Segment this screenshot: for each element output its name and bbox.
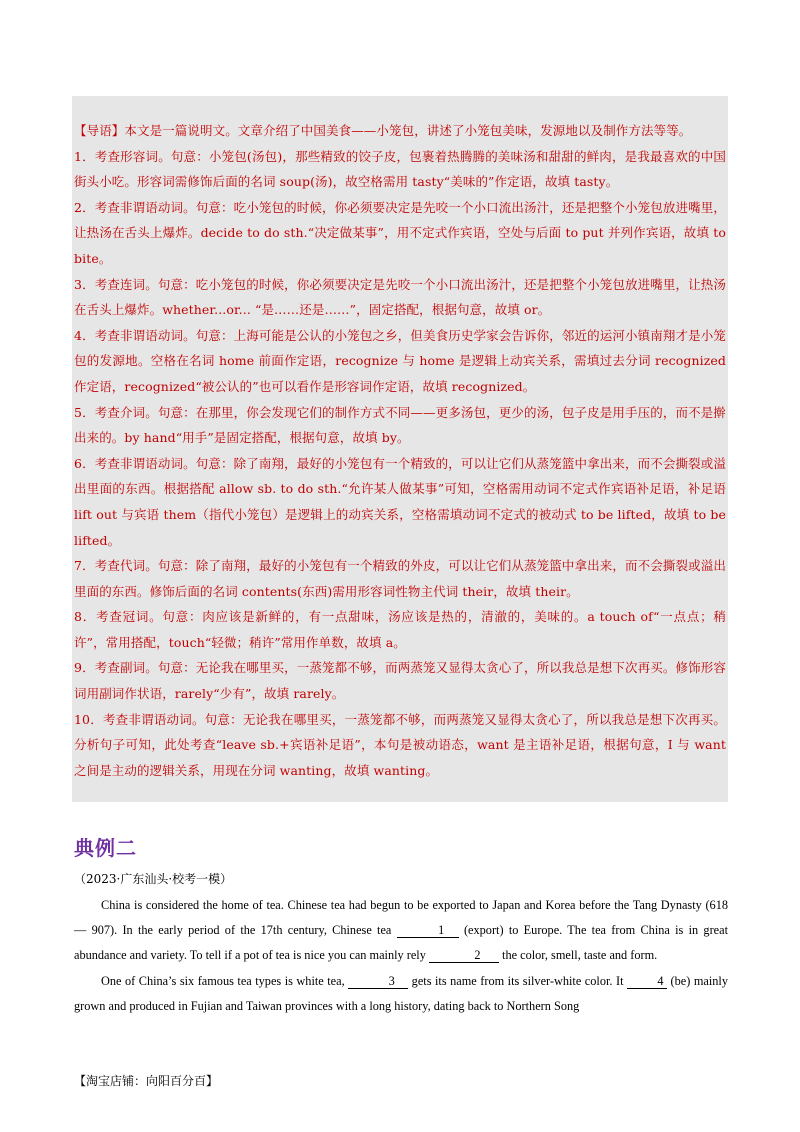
explanation-item-6: 6．考查非谓语动词。句意：除了南翔，最好的小笼包有一个精致的，可以让它们从蒸笼篮中拿出来，而不会撕裂或溢出里面的东西。根据搭配 allow sb. to do sth.“允许某人做某事”可知，空格需用动词不定式作宾语补足语，补足语 lift out 与宾语 them（指代小笼包）是逻辑上的动宾关系，空格需填动词不定式的被动式 to be lifted，故填 to be lifted。 xyxy=(74,455,726,548)
explanation-item-9: 9．考查副词。句意：无论我在哪里买，一蒸笼都不够，而两蒸笼又显得太贪心了，所以我总是想下次再买。修饰形容词用副词作状语，rarely“少有”，故填 rarely。 xyxy=(74,660,726,702)
passage-text: gets its name from its silver-white color. It xyxy=(408,973,627,988)
passage-text: One of China’s six famous tea types is white tea, xyxy=(101,973,349,988)
blank-3[interactable]: 3 xyxy=(348,974,408,989)
passage-text: (export) to Europe. The tea from China is in great abundance and variety. To tell if a pot of tea is nice you can mainly rely xyxy=(74,923,728,963)
blank-2[interactable]: 2 xyxy=(429,948,499,963)
passage-text: China is considered the home of tea. Chinese tea had begun to be exported to Japan and Korea before the Tang Dynasty (618 — 907). In the early period of the 17th century, Chinese tea xyxy=(74,898,728,938)
answer-explanation-text xyxy=(74,118,726,783)
passage-paragraph-1 xyxy=(74,893,728,969)
explanation-item-3: 3．考查连词。句意：吃小笼包的时候，你必须要决定是先咬一个小口流出汤汁，还是把整个小笼包放进嘴里，让热汤在舌头上爆炸。whether...or... “是……还是……”，固定搭配，根据句意，故填 or。 xyxy=(74,276,726,318)
passage-text: (be) mainly grown and produced in Fujian and Taiwan provinces with a long history, dating back to Northern Song xyxy=(74,973,728,1013)
blank-4[interactable]: 4 xyxy=(627,974,667,989)
intro-paragraph: 【导语】本文是一篇说明文。文章介绍了中国美食——小笼包，讲述了小笼包美味，发源地以及制作方法等等。 xyxy=(74,123,692,138)
explanation-item-8: 8．考查冠词。句意：肉应该是新鲜的，有一点甜味，汤应该是热的，清澈的，美味的。a touch of“一点点；稍许”，常用搭配，touch“轻微；稍许”常用作单数，故填 a。 xyxy=(74,609,726,650)
blank-1[interactable]: 1 xyxy=(397,923,459,938)
explanation-item-5: 5．考查介词。句意：在那里，你会发现它们的制作方式不同——更多汤包，更少的汤，包子皮是用手压的，而不是擀出来的。by hand“用手”是固定搭配，根据句意，故填 by。 xyxy=(74,404,726,446)
explanation-item-1: 1．考查形容词。句意：小笼包(汤包)，那些精致的饺子皮，包裹着热腾腾的美味汤和甜甜的鲜肉，是我最喜欢的中国街头小吃。形容词需修饰后面的名词 soup(汤)，故空格需用 tasty“美味的”作定语，故填 tasty。 xyxy=(74,148,726,190)
footer-shop-label: 【淘宝店铺：向阳百分百】 xyxy=(74,1074,219,1088)
section-title: 典例二 xyxy=(74,836,137,860)
explanation-item-2: 2．考查非谓语动词。句意：吃小笼包的时候，你必须要决定是先咬一个小口流出汤汁，还是把整个小笼包放进嘴里，让热汤在舌头上爆炸。decide to do sth.“决定做某事”，用不定式作宾语，空处与后面 to put 并列作宾语，故填 to bite。 xyxy=(74,199,726,266)
reading-passage xyxy=(74,893,728,1019)
passage-paragraph-2 xyxy=(74,969,728,1019)
explanation-item-7: 7．考查代词。句意：除了南翔，最好的小笼包有一个精致的外皮，可以让它们从蒸笼篮中拿出来，而不会撕裂或溢出里面的东西。修饰后面的名词 contents(东西)需用形容词性物主代词 their，故填 their。 xyxy=(74,558,726,599)
explanation-item-10: 10．考查非谓语动词。句意：无论我在哪里买，一蒸笼都不够，而两蒸笼又显得太贪心了，所以我总是想下次再买。分析句子可知，此处考查“leave sb.+宾语补足语”，本句是被动语态，want 是主语补足语，根据句意，I 与 want 之间是主动的逻辑关系，用现在分词 wanting，故填 wanting。 xyxy=(74,711,726,778)
passage-text: the color, smell, taste and form. xyxy=(498,948,658,963)
exam-source: （2023·广东汕头·校考一模） xyxy=(74,872,233,886)
explanation-item-4: 4．考查非谓语动词。句意：上海可能是公认的小笼包之乡，但美食历史学家会告诉你，邻近的运河小镇南翔才是小笼包的发源地。空格在名词 home 前面作定语，recognize 与 home 是逻辑上动宾关系，需填过去分词 recognized 作定语，recognized“被公认的”也可以看作是形容词作定语，故填 recognized。 xyxy=(74,327,726,394)
